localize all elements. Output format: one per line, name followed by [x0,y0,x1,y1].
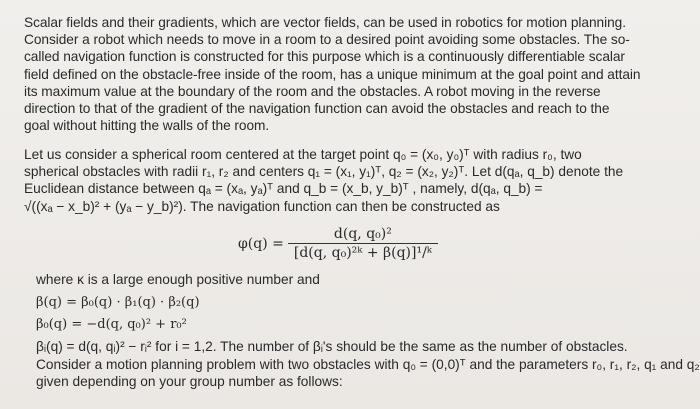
intro-line: Scalar fields and their gradients, which are vector fields, can be used in robotics for motion planning. [24,15,626,30]
beta-definition: β(q) = β₀(q) · β₁(q) · β₂(q) [36,295,200,310]
intro-line: Consider a robot which needs to move in a room to a desired point avoiding some obstacles. The so- [24,32,630,48]
navigation-function-equation [238,226,438,261]
intro-paragraph [24,14,676,134]
equation-denominator: [d(q, q₀)²ᵏ + β(q)]¹/ᵏ [288,243,438,261]
problem-statement-line: Consider a motion planning problem with two obstacles with q₀ = (0,0)ᵀ and the parameters r₀, r₁, r₂, q₁ and q₂ [36,357,700,372]
setup-paragraph [24,146,676,215]
equation-lhs: φ(q) = [238,235,284,252]
setup-line: spherical obstacles with radii r₁, r₂ and centers q₁ = (x₁, y₁)ᵀ, q₂ = (x₂, y₂)ᵀ. Let d(qₐ, q_b) denote the [24,164,624,180]
problem-statement-line: given depending on your group number as follows: [36,374,343,389]
kappa-note: where κ is a large enough positive number and [36,272,320,287]
setup-line: Let us consider a spherical room centered at the target point q₀ = (x₀, y₀)ᵀ with radius r₀, two [24,147,582,162]
setup-line: Euclidean distance between qₐ = (xₐ, yₐ)ᵀ and q_b = (x_b, y_b)ᵀ , namely, d(qₐ, q_b) = [24,181,543,197]
beta0-definition: β₀(q) = −d(q, q₀)² + r₀² [36,317,187,332]
equation-numerator: d(q, q₀)² [333,226,392,242]
intro-line: direction to that of the gradient of the navigation function can avoid the obstacles and reach to the [24,101,610,117]
intro-line: goal without hitting the walls of the room. [24,118,270,134]
intro-line: called navigation function is constructed for this purpose which is a continuously differentiable scalar [24,49,625,65]
betai-definition: βᵢ(q) = d(q, qᵢ)² − rᵢ² for i = 1,2. The number of βᵢ's should be the same as the number of obstacles. [36,339,628,354]
equation-fraction [288,226,438,261]
intro-line: its maximum value at the boundary of the room and the obstacles. A robot moving in the reverse [24,83,601,99]
intro-line: field defined on the obstacle-free inside of the room, has a unique minimum at the goal point and attain [24,66,641,82]
setup-line: √((xₐ − x_b)² + (yₐ − y_b)²). The navigation function can then be constructed as [24,198,500,214]
